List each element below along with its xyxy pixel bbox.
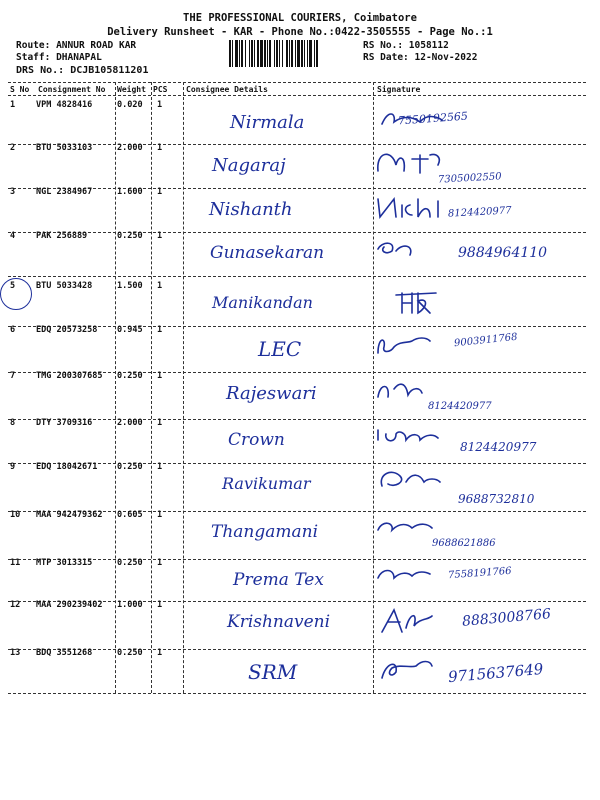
row-weight: 0.250 [117, 558, 143, 568]
barcode-bar [239, 40, 240, 67]
row-weight: 0.605 [117, 510, 143, 520]
row-sno: 7 [10, 371, 16, 381]
signature-phone: 8124420977 [460, 440, 537, 454]
row-consignment-no: BTU 5033428 [36, 281, 93, 291]
table-top-border [8, 82, 586, 83]
barcode-bar [301, 40, 303, 67]
row-consignee-name: LEC [258, 337, 302, 361]
barcode-bar [282, 40, 283, 67]
row-consignment-no: PAK 256889 [36, 231, 88, 241]
row-consignee-name: Nagaraj [212, 155, 286, 176]
row-consignee-name: Crown [228, 430, 285, 450]
signature-phone: 8124420977 [447, 205, 512, 220]
barcode-icon [229, 40, 356, 67]
drs-info [16, 65, 148, 76]
row-consignee-name: SRM [248, 660, 298, 684]
row-weight: 1.600 [117, 187, 143, 197]
row-consignment-no: MAA 942479362 [36, 510, 103, 520]
barcode-bar [257, 40, 259, 67]
signature-phone: 8883008766 [461, 606, 552, 630]
column-divider [151, 82, 152, 693]
row-sno: 2 [10, 143, 16, 153]
row-pcs: 1 [157, 143, 163, 153]
row-pcs: 1 [157, 418, 163, 428]
row-pcs: 1 [157, 510, 163, 520]
barcode-bar [269, 40, 271, 67]
row-consignee-name: Thangamani [211, 522, 319, 542]
runsheet-title: THE PROFESSIONAL COURIERS, Coimbatore [183, 12, 417, 24]
row-sno: 4 [10, 231, 16, 241]
row-sno: 13 [10, 648, 21, 658]
row-pcs: 1 [157, 281, 163, 291]
runsheet-subtitle: Delivery Runsheet - KAR - Phone No.:0422-3505555 - Page No.:1 [107, 26, 493, 38]
row-sno: 6 [10, 325, 16, 335]
row-consignment-no: EDQ 18042671 [36, 462, 98, 472]
row-signature [372, 102, 582, 142]
barcode-bar [235, 40, 238, 67]
route-value: ANNUR ROAD KAR [56, 40, 137, 51]
row-signature [372, 373, 582, 413]
signature-phone: 9688621886 [432, 538, 496, 549]
rs-date-label: RS Date: [363, 52, 409, 63]
row-consignment-no: BDQ 3551268 [36, 648, 93, 658]
signature-phone: 7305002550 [437, 171, 502, 186]
row-consignment-no: EDQ 20573258 [36, 325, 98, 335]
row-signature [372, 189, 582, 229]
row-sno: 11 [10, 558, 21, 568]
header-consignee: Consignee Details [186, 85, 268, 94]
row-signature [372, 420, 582, 460]
row-weight: 2.000 [117, 418, 143, 428]
row-pcs: 1 [157, 231, 163, 241]
staff-value: DHANAPAL [56, 52, 102, 63]
barcode-bar [232, 40, 233, 67]
row-consignee-name: Nirmala [230, 112, 305, 133]
row-consignee-name: Nishanth [209, 199, 293, 220]
staff-label: Staff: [16, 52, 51, 63]
row-signature [372, 602, 582, 642]
drs-label: DRS No.: [16, 65, 65, 76]
row-consignment-no: BTU 5033103 [36, 143, 93, 153]
barcode-bar [286, 40, 288, 67]
column-divider [115, 82, 116, 693]
hand-drawn-circle-mark [0, 278, 32, 310]
rs-no-label: RS No.: [363, 40, 404, 51]
row-consignee-name: Prema Tex [233, 570, 324, 590]
rs-date-info [363, 52, 477, 63]
barcode-bar [309, 40, 312, 67]
row-pcs: 1 [157, 371, 163, 381]
row-consignment-no: DTY 3709316 [36, 418, 93, 428]
row-sno: 5 [10, 281, 16, 291]
barcode-bar [254, 40, 255, 67]
row-weight: 2.000 [117, 143, 143, 153]
barcode-bar [260, 40, 263, 67]
rs-no-value: 1058112 [408, 40, 449, 51]
row-signature [372, 327, 582, 367]
signature-phone: 7550192565 [397, 109, 469, 128]
signature-phone: 8124420977 [428, 401, 492, 412]
row-pcs: 1 [157, 648, 163, 658]
table-header-border [8, 95, 586, 96]
signature-phone: 9003911768 [453, 331, 519, 350]
barcode-bar [289, 40, 290, 67]
row-consignee-name: Krishnaveni [227, 612, 331, 632]
row-sno: 10 [10, 510, 21, 520]
row-signature [372, 145, 582, 185]
row-weight: 1.000 [117, 600, 143, 610]
row-signature [372, 650, 582, 690]
rs-date-value: 12-Nov-2022 [414, 52, 478, 63]
row-weight: 1.500 [117, 281, 143, 291]
staff-info [16, 52, 102, 63]
route-label: Route: [16, 40, 51, 51]
row-divider [8, 276, 586, 277]
barcode-bar [304, 40, 305, 67]
signature-phone: 9884964110 [458, 245, 548, 261]
row-weight: 0.250 [117, 371, 143, 381]
row-consignee-name: Ravikumar [222, 474, 311, 493]
rs-no-info [363, 40, 449, 51]
barcode-bar [291, 40, 293, 67]
row-consignment-no: NGL 2384967 [36, 187, 93, 197]
drs-value: DCJB105811201 [70, 65, 149, 76]
row-weight: 0.250 [117, 648, 143, 658]
barcode-bar [295, 40, 296, 67]
row-signature [372, 512, 582, 552]
route-info [16, 40, 136, 51]
signature-phone: 9688732810 [458, 492, 535, 506]
row-consignment-no: MTP 3013315 [36, 558, 93, 568]
row-pcs: 1 [157, 462, 163, 472]
row-weight: 0.020 [117, 100, 143, 110]
signature-scribble [372, 283, 482, 323]
row-pcs: 1 [157, 187, 163, 197]
barcode-bar [245, 40, 246, 67]
row-sno: 1 [10, 100, 16, 110]
row-consignee-name: Rajeswari [226, 383, 317, 404]
row-pcs: 1 [157, 558, 163, 568]
barcode-bar [264, 40, 266, 67]
row-divider [8, 693, 586, 694]
column-divider [183, 82, 184, 693]
barcode-bar [249, 40, 250, 67]
header-signature: Signature [377, 85, 421, 94]
header-pcs: PCS [153, 85, 168, 94]
row-sno: 12 [10, 600, 21, 610]
row-weight: 0.250 [117, 462, 143, 472]
signature-phone: 9715637649 [447, 659, 545, 687]
header-consignment: Consignment No [38, 85, 106, 94]
row-pcs: 1 [157, 325, 163, 335]
header-sno: S No [10, 85, 30, 94]
row-consignee-name: Gunasekaran [210, 243, 325, 263]
row-consignment-no: TMG 200307685 [36, 371, 103, 381]
barcode-bar [241, 40, 243, 67]
row-pcs: 1 [157, 100, 163, 110]
row-signature [372, 233, 582, 273]
barcode-bar [267, 40, 268, 67]
barcode-bar [307, 40, 308, 67]
barcode-bar [251, 40, 253, 67]
row-sno: 8 [10, 418, 16, 428]
barcode-bar [314, 40, 315, 67]
row-consignee-name: Manikandan [212, 293, 313, 312]
row-weight: 0.250 [117, 231, 143, 241]
barcode-bar [279, 40, 280, 67]
barcode-bar [274, 40, 275, 67]
row-sno: 9 [10, 462, 16, 472]
barcode-bar [229, 40, 231, 67]
row-consignment-no: VPM 4828416 [36, 100, 93, 110]
row-signature [372, 283, 582, 323]
header-weight: Weight [117, 85, 146, 94]
barcode-bar [316, 40, 318, 67]
row-signature [372, 560, 582, 600]
row-signature [372, 464, 582, 504]
barcode-bar [297, 40, 300, 67]
row-sno: 3 [10, 187, 16, 197]
signature-phone: 7558191766 [447, 565, 512, 582]
row-pcs: 1 [157, 600, 163, 610]
row-weight: 0.945 [117, 325, 143, 335]
barcode-bar [276, 40, 278, 67]
row-consignment-no: MAA 290239402 [36, 600, 103, 610]
